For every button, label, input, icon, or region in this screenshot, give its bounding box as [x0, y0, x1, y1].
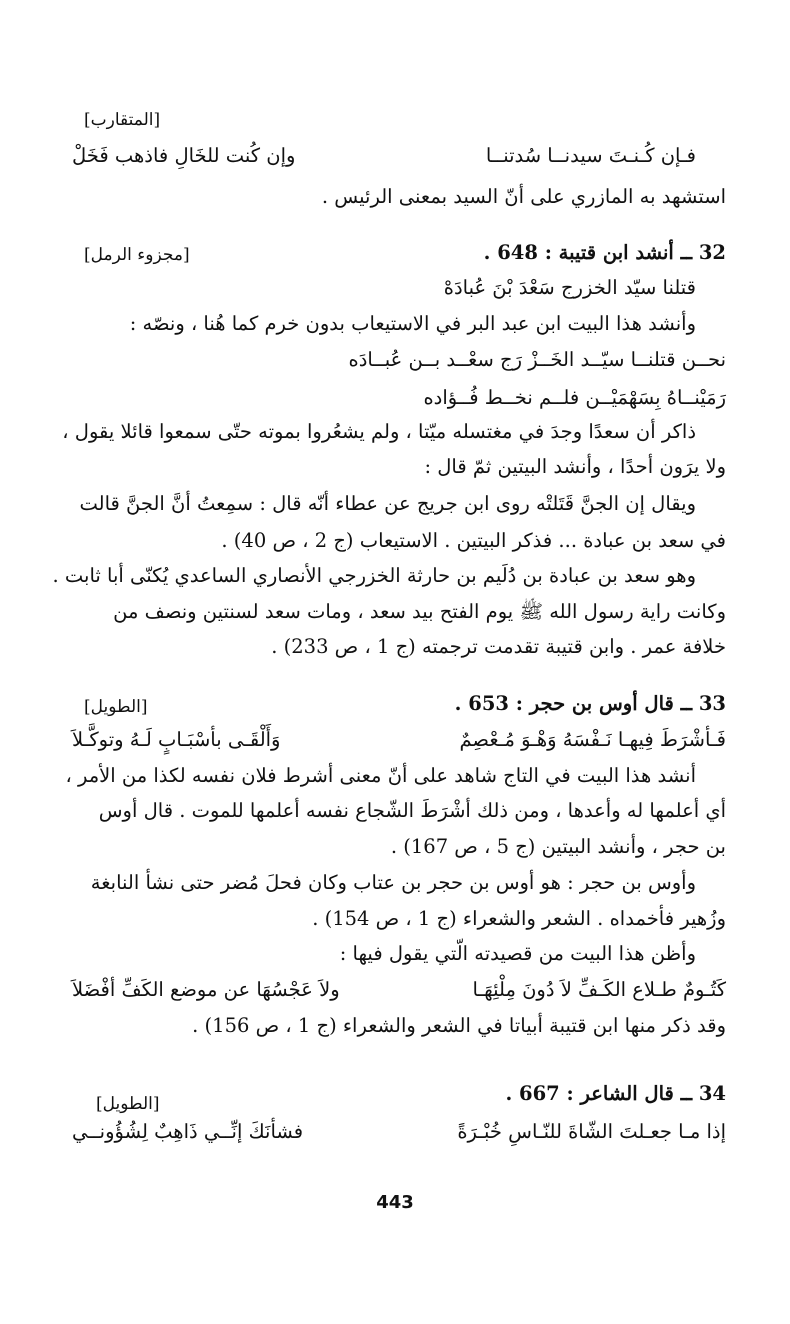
verse-31-second-half: وإن كُنت للخَالِ فاذهب فَخَلْ	[72, 144, 296, 167]
text-32-line-7: وهو سعد بن عبادة بن دُلَيم بن حارثة الخزرجي الأنصاري الساعدي يُكنّى أبا ثابت .	[52, 564, 696, 587]
text-33-line-7: وقد ذكر منها ابن قتيبة أبياتا في الشعر والشعراء (ج 1 ، ص 156) .	[192, 1014, 726, 1037]
verse-31-first-half: فـإن كُـنـتَ سيدنــا سُدتنــا	[485, 144, 696, 167]
meter-label-32: [مجزوء الرمل]	[84, 245, 190, 265]
text-33-line-5: وزُهير فأخمداه . الشعر والشعراء (ج 1 ، ص 154) .	[312, 907, 726, 930]
section-heading-32: 32 ــ أنشد ابن قتيبة : 648 .	[483, 241, 726, 264]
verse-33-second-half: وَأَلْقَـى بأسْبَـابٍ لَـهُ وتوكَّـلاَ	[72, 728, 281, 751]
text-32-line-6: في سعد بن عبادة ... فذكر البيتين . الاستيعاب (ج 2 ، ص 40) .	[221, 529, 726, 552]
verse-33-first-half: فَـأشْرَطَ فِيهـا نَـفْسَهُ وَهْـوَ مُـعْصِمٌ	[459, 728, 726, 751]
text-32-line-2: وأنشد هذا البيت ابن عبد البر في الاستيعاب بدون خرم كما هُنا ، ونصّه :	[129, 312, 696, 335]
text-33-line-4: وأوس بن حجر : هو أوس بن حجر بن عتاب وكان فحلَ مُضر حتى نشأ النابغة	[90, 871, 696, 894]
text-32-line-3: ذاكر أن سعدًا وجدَ في مغتسله ميّتا ، ولم يشعُروا بموته حتّى سمعوا قائلا يقول ،	[62, 420, 696, 443]
text-32-line-5: ويقال إن الجنَّ قَتَلتْه روى ابن جريج عن عطاء أنّه قال : سمِعتُ أنَّ الجنَّ قالت	[79, 492, 696, 515]
text-32-line-4: ولا يرَون أحدًا ، وأنشد البيتين ثمّ قال :	[424, 455, 726, 478]
page-number: 443	[376, 1192, 414, 1213]
text-32-line-9: خلافة عمر . وابن قتيبة تقدمت ترجمته (ج 1 ، ص 233) .	[271, 635, 726, 658]
verse-34-second-half: فشأنَكَ إنِّــي ذَاهِبٌ لِشُؤُونــي	[72, 1120, 304, 1143]
text-33-line-3: بن حجر ، وأنشد البيتين (ج 5 ، ص 167) .	[390, 835, 726, 858]
verse-32-line-2: رَمَيْنــاهُ بِسَهْمَيْــن فلــم نخــط فُــؤاده	[423, 386, 726, 409]
verse-32-line-1: نحــن قتلنــا سيّــد الخَــزْ رَج سعْــد بــن عُبــادَه	[348, 348, 726, 371]
section-heading-33: 33 ــ قال أوس بن حجر : 653 .	[454, 692, 726, 715]
verse-32-quote: قتلنا سيّد الخزرج سَعْدَ بْنَ عُبادَهْ	[443, 276, 696, 299]
meter-label-31: [المتقارب]	[84, 110, 161, 130]
verse-33b-first-half: كَتُـومٌ طـلاع الكَـفِّ لاَ دُونَ مِلْئِهَـا	[472, 978, 726, 1001]
meter-label-34: [الطويل]	[96, 1094, 160, 1114]
section-heading-34: 34 ــ قال الشاعر : 667 .	[505, 1082, 726, 1105]
text-33-line-6: وأظن هذا البيت من قصيدته الّتي يقول فيها :	[339, 942, 696, 965]
text-31-line-1: استشهد به المازري على أنّ السيد بمعنى الرئيس .	[321, 185, 726, 208]
verse-33b-second-half: ولاَ عَجْسُهَا عن موضع الكَفِّ أفْضَلاَ	[72, 978, 340, 1001]
verse-34-first-half: إذا مـا جعـلتَ الشّاةَ للنّـاسِ خُبْـرَةً	[457, 1120, 726, 1143]
meter-label-33: [الطويل]	[84, 697, 148, 717]
text-33-line-1: أنشد هذا البيت في التاج شاهد على أنّ معنى أشرط فلان نفسه لكذا من الأمر ،	[65, 764, 696, 787]
text-32-line-8: وكانت راية رسول الله ﷺ يوم الفتح بيد سعد ، ومات سعد لسنتين ونصف من	[113, 600, 726, 623]
text-33-line-2: أي أعلمها له وأعدها ، ومن ذلك أشْرَطَ الشّجاع نفسه أعلمها للموت . قال أوس	[98, 799, 726, 822]
